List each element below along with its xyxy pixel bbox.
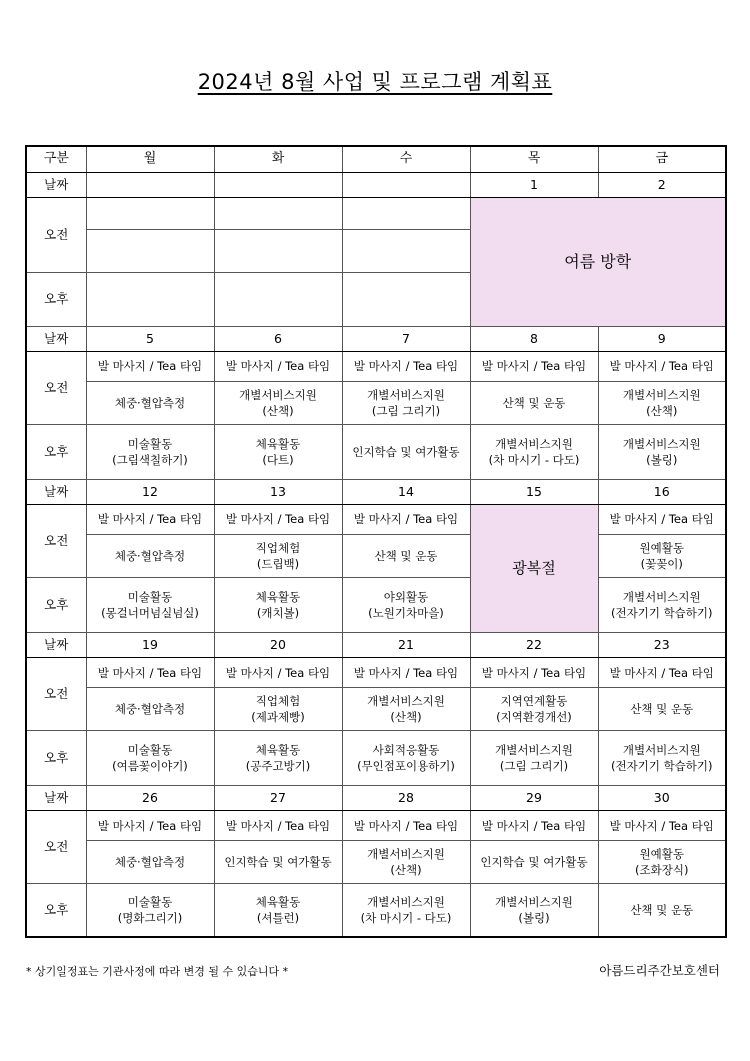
empty-cell xyxy=(214,272,342,326)
header-thu: 목 xyxy=(470,146,598,172)
activity-cell: 발 마사지 / Tea 타임 xyxy=(470,351,598,381)
week3-am-row-2 xyxy=(26,534,726,577)
activity-cell: 발 마사지 / Tea 타임 xyxy=(342,811,470,841)
date-cell: 27 xyxy=(214,786,342,811)
activity-cell: 미술활동 (몽걸너머넘실넘실) xyxy=(86,577,214,632)
activity-cell: 산책 및 운동 xyxy=(598,884,726,937)
activity-cell: 개별서비스지원 (그림 그리기) xyxy=(470,731,598,786)
schedule-change-note: * 상기일정표는 기관사정에 따라 변경 될 수 있습니다 * xyxy=(26,965,289,978)
header-row xyxy=(26,146,726,172)
activity-cell: 발 마사지 / Tea 타임 xyxy=(214,658,342,688)
date-label: 날짜 xyxy=(26,633,86,658)
activity-cell: 체육활동 (다트) xyxy=(214,424,342,479)
activity-cell: 발 마사지 / Tea 타임 xyxy=(598,811,726,841)
header-fri: 금 xyxy=(598,146,726,172)
week5-date-row xyxy=(26,786,726,811)
pm-label: 오후 xyxy=(26,272,86,326)
date-cell xyxy=(86,172,214,197)
week2-pm-row xyxy=(26,424,726,479)
activity-cell: 개별서비스지원 (차 마시기 - 다도) xyxy=(342,884,470,937)
activity-cell: 원예활동 (꽃꽂이) xyxy=(598,534,726,577)
date-cell: 26 xyxy=(86,786,214,811)
activity-cell: 개별서비스지원 (차 마시기 - 다도) xyxy=(470,424,598,479)
date-cell: 19 xyxy=(86,633,214,658)
date-cell: 23 xyxy=(598,633,726,658)
summer-vacation-cell: 여름 방학 xyxy=(470,197,726,326)
date-cell: 2 xyxy=(598,172,726,197)
activity-cell: 직업체험 (드립백) xyxy=(214,534,342,577)
week3-pm-row xyxy=(26,577,726,632)
week5-pm-row xyxy=(26,884,726,937)
activity-cell: 발 마사지 / Tea 타임 xyxy=(470,811,598,841)
week3-date-row xyxy=(26,479,726,504)
empty-cell xyxy=(214,197,342,229)
activity-cell: 체육활동 (공주고방기) xyxy=(214,731,342,786)
activity-cell: 인지학습 및 여가활동 xyxy=(214,841,342,884)
empty-cell xyxy=(86,229,214,272)
week5-am-row-2 xyxy=(26,841,726,884)
week4-am-row-1 xyxy=(26,658,726,688)
pm-label: 오후 xyxy=(26,424,86,479)
date-label: 날짜 xyxy=(26,172,86,197)
activity-cell: 체중·혈압측정 xyxy=(86,381,214,424)
activity-cell: 산책 및 운동 xyxy=(470,381,598,424)
activity-cell: 개별서비스지원 (산책) xyxy=(342,841,470,884)
activity-cell: 발 마사지 / Tea 타임 xyxy=(470,658,598,688)
activity-cell: 개별서비스지원 (전자기기 학습하기) xyxy=(598,577,726,632)
date-cell xyxy=(342,172,470,197)
date-cell: 21 xyxy=(342,633,470,658)
activity-cell: 개별서비스지원 (전자기기 학습하기) xyxy=(598,731,726,786)
activity-cell: 산책 및 운동 xyxy=(598,688,726,731)
date-cell: 28 xyxy=(342,786,470,811)
date-cell: 16 xyxy=(598,479,726,504)
date-cell: 30 xyxy=(598,786,726,811)
date-cell xyxy=(214,172,342,197)
activity-cell: 발 마사지 / Tea 타임 xyxy=(598,504,726,534)
activity-cell: 발 마사지 / Tea 타임 xyxy=(598,351,726,381)
am-label: 오전 xyxy=(26,197,86,272)
week2-am-row-2 xyxy=(26,381,726,424)
activity-cell: 지역연계활동 (지역환경개선) xyxy=(470,688,598,731)
date-cell: 5 xyxy=(86,326,214,351)
empty-cell xyxy=(86,272,214,326)
activity-cell: 개별서비스지원 (그림 그리기) xyxy=(342,381,470,424)
date-label: 날짜 xyxy=(26,479,86,504)
date-cell: 1 xyxy=(470,172,598,197)
empty-cell xyxy=(86,197,214,229)
week4-am-row-2 xyxy=(26,688,726,731)
activity-cell: 미술활동 (명화그리기) xyxy=(86,884,214,937)
activity-cell: 인지학습 및 여가활동 xyxy=(470,841,598,884)
activity-cell: 발 마사지 / Tea 타임 xyxy=(342,658,470,688)
activity-cell: 발 마사지 / Tea 타임 xyxy=(342,351,470,381)
week2-am-row-1 xyxy=(26,351,726,381)
activity-cell: 체중·혈압측정 xyxy=(86,841,214,884)
date-cell: 7 xyxy=(342,326,470,351)
week1-am-row-1 xyxy=(26,197,726,229)
page-title: 2024년 8월 사업 및 프로그램 계획표 xyxy=(197,70,553,94)
date-cell: 9 xyxy=(598,326,726,351)
activity-cell: 발 마사지 / Tea 타임 xyxy=(86,811,214,841)
date-cell: 13 xyxy=(214,479,342,504)
activity-cell: 미술활동 (그림색칠하기) xyxy=(86,424,214,479)
date-cell: 12 xyxy=(86,479,214,504)
header-tue: 화 xyxy=(214,146,342,172)
activity-cell: 체육활동 (셔틀런) xyxy=(214,884,342,937)
activity-cell: 개별서비스지원 (산책) xyxy=(342,688,470,731)
am-label: 오전 xyxy=(26,658,86,731)
pm-label: 오후 xyxy=(26,884,86,937)
empty-cell xyxy=(214,229,342,272)
header-category: 구분 xyxy=(26,146,86,172)
pm-label: 오후 xyxy=(26,577,86,632)
week3-am-row-1 xyxy=(26,504,726,534)
date-cell: 20 xyxy=(214,633,342,658)
header-mon: 월 xyxy=(86,146,214,172)
activity-cell: 체중·혈압측정 xyxy=(86,688,214,731)
date-cell: 8 xyxy=(470,326,598,351)
date-label: 날짜 xyxy=(26,326,86,351)
date-cell: 15 xyxy=(470,479,598,504)
date-cell: 14 xyxy=(342,479,470,504)
activity-cell: 발 마사지 / Tea 타임 xyxy=(598,658,726,688)
activity-cell: 체육활동 (캐치볼) xyxy=(214,577,342,632)
liberation-day-cell: 광복절 xyxy=(470,504,598,632)
activity-cell: 발 마사지 / Tea 타임 xyxy=(342,504,470,534)
activity-cell: 개별서비스지원 (산책) xyxy=(598,381,726,424)
am-label: 오전 xyxy=(26,811,86,884)
date-label: 날짜 xyxy=(26,786,86,811)
date-cell: 22 xyxy=(470,633,598,658)
activity-cell: 직업체험 (제과제빵) xyxy=(214,688,342,731)
schedule-table xyxy=(25,145,727,938)
activity-cell: 사회적응활동 (무인점포이용하기) xyxy=(342,731,470,786)
week4-date-row xyxy=(26,633,726,658)
activity-cell: 개별서비스지원 (산책) xyxy=(214,381,342,424)
activity-cell: 인지학습 및 여가활동 xyxy=(342,424,470,479)
activity-cell: 발 마사지 / Tea 타임 xyxy=(86,351,214,381)
activity-cell: 발 마사지 / Tea 타임 xyxy=(214,811,342,841)
empty-cell xyxy=(342,229,470,272)
week2-date-row xyxy=(26,326,726,351)
activity-cell: 발 마사지 / Tea 타임 xyxy=(214,351,342,381)
activity-cell: 체중·혈압측정 xyxy=(86,534,214,577)
pm-label: 오후 xyxy=(26,731,86,786)
date-cell: 29 xyxy=(470,786,598,811)
week1-date-row xyxy=(26,172,726,197)
activity-cell: 개별서비스지원 (볼링) xyxy=(470,884,598,937)
empty-cell xyxy=(342,272,470,326)
week5-am-row-1 xyxy=(26,811,726,841)
activity-cell: 개별서비스지원 (볼링) xyxy=(598,424,726,479)
date-cell: 6 xyxy=(214,326,342,351)
week4-pm-row xyxy=(26,731,726,786)
center-name: 아름드리주간보호센터 xyxy=(599,963,720,978)
activity-cell: 발 마사지 / Tea 타임 xyxy=(86,658,214,688)
activity-cell: 원예활동 (조화장식) xyxy=(598,841,726,884)
activity-cell: 발 마사지 / Tea 타임 xyxy=(86,504,214,534)
am-label: 오전 xyxy=(26,504,86,577)
activity-cell: 야외활동 (노원기차마을) xyxy=(342,577,470,632)
activity-cell: 산책 및 운동 xyxy=(342,534,470,577)
am-label: 오전 xyxy=(26,351,86,424)
header-wed: 수 xyxy=(342,146,470,172)
activity-cell: 발 마사지 / Tea 타임 xyxy=(214,504,342,534)
activity-cell: 미술활동 (여름꽃이야기) xyxy=(86,731,214,786)
empty-cell xyxy=(342,197,470,229)
